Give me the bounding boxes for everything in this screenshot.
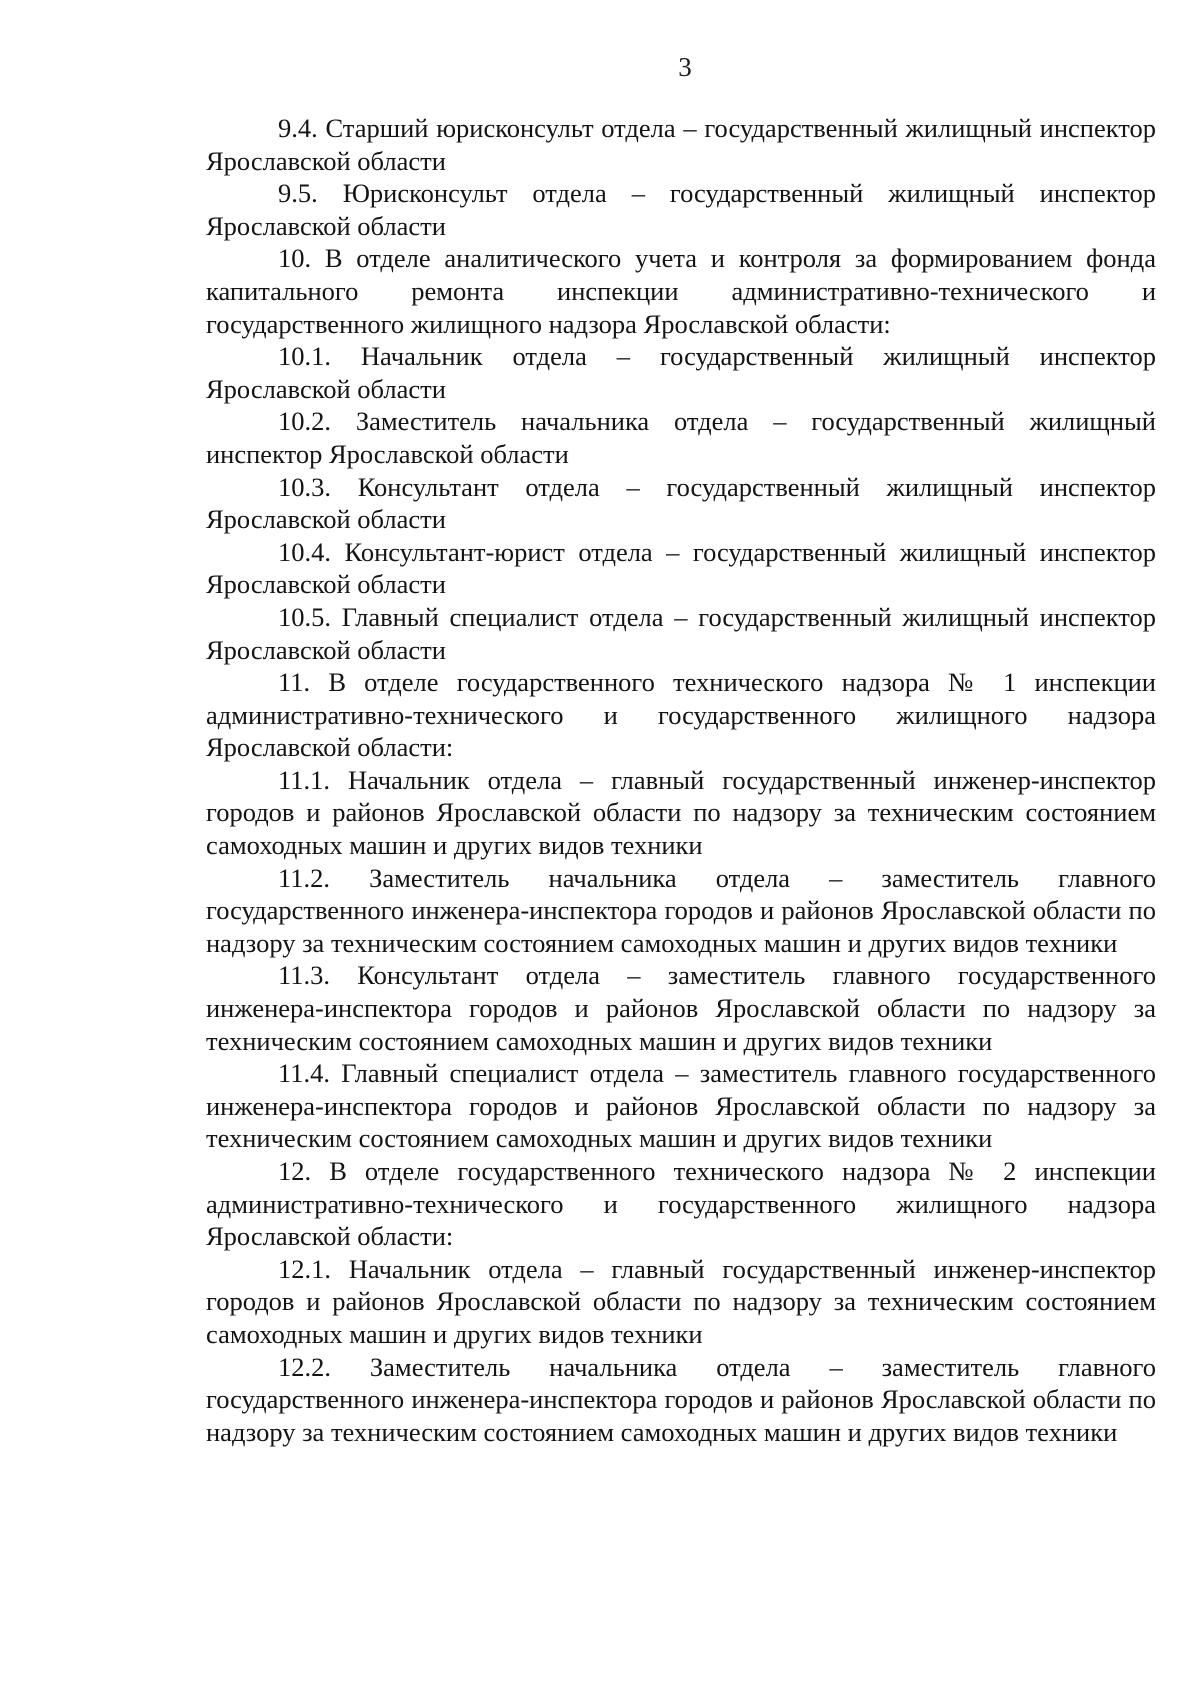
document-body — [206, 112, 1156, 1448]
page-number: 3 — [678, 52, 692, 82]
item-10-4: 10.4. Консультант-юрист отдела – государственный жилищный инспектор Ярославской области — [206, 536, 1156, 600]
item-10-2: 10.2. Заместитель начальника отдела – государственный жилищный инспектор Ярославской области — [206, 406, 1156, 469]
item-9-5: 9.5. Юрисконсульт отдела – государственный жилищный инспектор Ярославской области — [206, 178, 1156, 241]
item-11-4: 11.4. Главный специалист отдела – заместитель главного государственного инженера-инспектора городов и районов Ярославской области по надзору за техническим состоянием самоходных машин и других видов техники — [206, 1058, 1156, 1154]
item-10-3: 10.3. Консультант отдела – государственный жилищный инспектор Ярославской области — [206, 471, 1156, 535]
item-12-2: 12.2. Заместитель начальника отдела – заместитель главного государственного инженера-инспектора городов и районов Ярославской области по надзору за техническим состоянием самоходных машин и других видов техники — [206, 1351, 1156, 1447]
item-10-5: 10.5. Главный специалист отдела – государственный жилищный инспектор Ярославской области — [206, 601, 1156, 665]
item-10-1: 10.1. Начальник отдела – государственный жилищный инспектор Ярославской области — [206, 341, 1156, 404]
item-11-1: 11.1. Начальник отдела – главный государственный инженер-инспектор городов и районов Ярославской области по надзору за техническим состоянием самоходных машин и других видов техники — [206, 764, 1156, 861]
section-11-heading: 11. В отделе государственного технического надзора № 1 инспекции административно-технического и государственного жилищного надзора Ярославской области: — [206, 667, 1156, 763]
section-10-heading: 10. В отделе аналитического учета и контроля за формированием фонда капитального ремонта инспекции административно-технического и государственного жилищного надзора Ярославской области: — [206, 243, 1156, 339]
item-11-3: 11.3. Консультант отдела – заместитель главного государственного инженера-инспектора городов и районов Ярославской области по надзору за техническим состоянием самоходных машин и других видов техники — [206, 960, 1156, 1056]
item-9-4: 9.4. Старший юрисконсульт отдела – государственный жилищный инспектор Ярославской области — [206, 113, 1156, 176]
item-12-1: 12.1. Начальник отдела – главный государственный инженер-инспектор городов и районов Ярославской области по надзору за техническим состоянием самоходных машин и других видов техники — [206, 1253, 1156, 1349]
item-11-2: 11.2. Заместитель начальника отдела – заместитель главного государственного инженера-инспектора городов и районов Ярославской области по надзору за техническим состоянием самоходных машин и других видов техники — [206, 862, 1156, 958]
section-12-heading: 12. В отделе государственного технического надзора № 2 инспекции административно-технического и государственного жилищного надзора Ярославской области: — [206, 1156, 1156, 1252]
